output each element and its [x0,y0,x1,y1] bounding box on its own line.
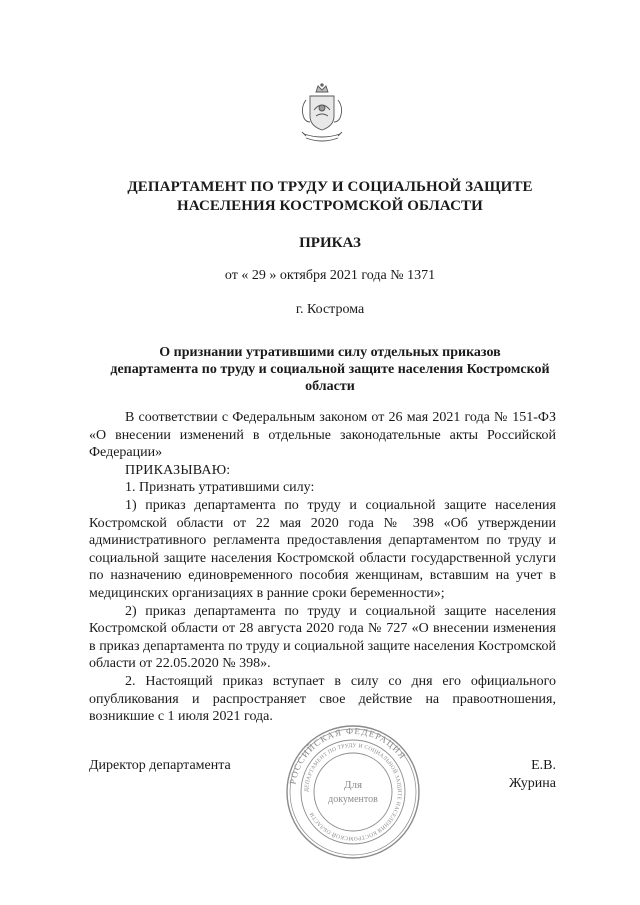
signatory-position: Директор департамента [89,758,231,773]
department-title [90,178,570,216]
stamp-inner-text: ДЕПАРТАМЕНТ ПО ТРУДУ И СОЦИАЛЬНОЙ ЗАЩИТЕ НАСЕЛЕНИЯ КОСТРОМСКОЙ ОБЛАСТИ [303,742,403,842]
stamp-outer-text: РОССИЙСКАЯ ФЕДЕРАЦИЯ [287,725,409,786]
item-1-2: 2) приказ департамента по труду и социальной защите населения Костромской области от 28 августа 2020 года № 727 «О внесении изменения в приказ департамента по труду и социальной защите населения Костромской области от 22.05.2020 № 398». [89,603,556,672]
order-date: от « 29 » октября 2021 года № 1371 [224,268,436,283]
city: г. Кострома [295,302,365,317]
order-subject-line2: департамента по труду и социальной защите населения Костромской [110,362,550,377]
coat-of-arms-icon [296,82,348,146]
order-title: ПРИКАЗ [299,235,361,251]
department-title-line2: НАСЕЛЕНИЯ КОСТРОМСКОЙ ОБЛАСТИ [177,198,483,214]
order-body [89,409,556,726]
signatory-name: Е.В. Журина [508,758,556,791]
order-subject-line1: О признании утратившими силу отдельных приказов [159,345,501,360]
stamp-center-line2: документов [328,794,378,805]
official-stamp [283,722,423,862]
preamble-paragraph: В соответствии с Федеральным законом от 26 мая 2021 года № 151-ФЗ «О внесении изменений в отдельные законодательные акты Российской Федерации» [89,410,556,461]
stamp-center-line1: Для [343,779,363,791]
department-title-line1: ДЕПАРТАМЕНТ ПО ТРУДУ И СОЦИАЛЬНОЙ ЗАЩИТЕ [127,179,533,195]
svg-text:ДЕПАРТАМЕНТ ПО ТРУДУ И СОЦИАЛЬ [304,743,402,841]
item-2: 2. Настоящий приказ вступает в силу со дня его официального опубликования и распространяет свое действие на правоотношения, возникшие с 1 июля 2021 года. [89,673,556,725]
item-1: 1. Признать утратившими силу: [125,480,315,496]
order-subject [110,344,550,395]
order-subject-line3: области [305,379,355,394]
item-1-1: 1) приказ департамента по труду и социальной защите населения Костромской области от 22 мая 2020 года № 398 «Об утверждении административного регламента предоставления департаментом по труду и социальной защите населения Костромской области государственной услуги по назначению единовременного пособия женщинам, вставшим на учет в медицинских организациях в ранние сроки беременности»; [89,497,556,601]
order-word: ПРИКАЗЫВАЮ: [125,462,231,478]
